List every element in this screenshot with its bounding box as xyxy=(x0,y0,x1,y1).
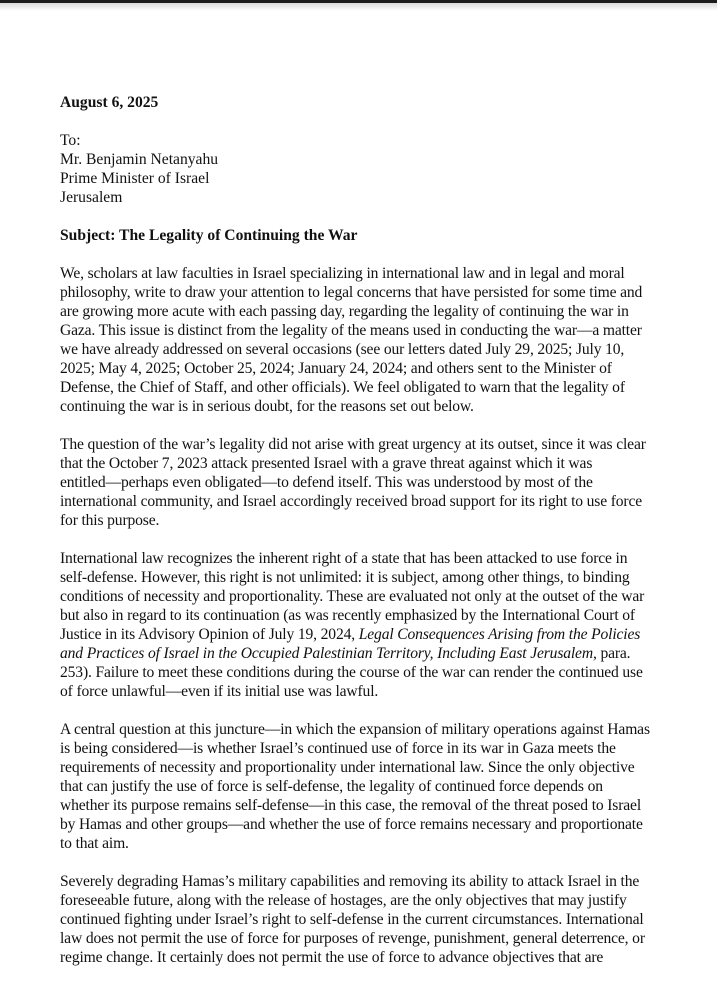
paragraph-3 xyxy=(60,549,680,701)
text-line: continuing the war is in serious doubt, for the reasons set out below. xyxy=(60,398,474,415)
text-line: The question of the war’s legality did not arise with great urgency at its outset, since it was clear xyxy=(60,436,646,453)
recipient-location: Jerusalem xyxy=(60,189,123,206)
text-line xyxy=(60,644,680,663)
text-line: Defense, the Chief of Staff, and other officials). We feel obligated to warn that the legality of xyxy=(60,379,625,396)
text-line: 253). Failure to meet these conditions during the course of the war can render the continued use xyxy=(60,664,643,681)
paragraph-5 xyxy=(60,872,680,967)
text-line: regime change. It certainly does not permit the use of force to advance objectives that are xyxy=(60,949,604,966)
paragraph-1 xyxy=(60,264,680,416)
text-line: requirements of necessity and proportionality under international law. Since the only objective xyxy=(60,759,635,776)
citation-prefix: Justice in its Advisory Opinion of July 19, 2024, xyxy=(60,626,359,643)
text-line: We, scholars at law faculties in Israel specializing in international law and in legal and moral xyxy=(60,265,625,282)
recipient-name: Mr. Benjamin Netanyahu xyxy=(60,151,219,168)
text-line: Severely degrading Hamas’s military capabilities and removing its ability to attack Israel in the xyxy=(60,873,640,890)
text-line: philosophy, write to draw your attention to legal concerns that have persisted for some time and xyxy=(60,284,643,301)
text-line: 2025; May 4, 2025; October 25, 2024; January 24, 2024; and others sent to the Minister of xyxy=(60,360,612,377)
text-line: self-defense. However, this right is not unlimited: it is subject, among other things, to binding xyxy=(60,569,630,586)
to-label: To: xyxy=(60,132,81,149)
text-line: A central question at this juncture—in which the expansion of military operations against Hamas xyxy=(60,721,650,738)
text-line: law does not permit the use of force for purposes of revenge, punishment, general deterrence, or xyxy=(60,930,645,947)
text-line: Gaza. This issue is distinct from the legality of the means used in conducting the war—a matter xyxy=(60,322,642,339)
text-line: International law recognizes the inherent right of a state that has been attacked to use force in xyxy=(60,550,628,567)
recipient-block xyxy=(60,131,680,207)
case-title-italic: and Practices of Israel in the Occupied Palestinian Territory, Including East Jerusalem xyxy=(60,645,593,662)
text-line: of force unlawful—even if its initial use was lawful. xyxy=(60,683,379,700)
text-line: whether its purpose remains self-defense—in this case, the removal of the threat posed to Israel xyxy=(60,797,641,814)
text-line xyxy=(60,625,680,644)
subject-line: Subject: The Legality of Continuing the War xyxy=(60,227,358,244)
paragraph-4 xyxy=(60,720,680,853)
text-line: are growing more acute with each passing day, regarding the legality of continuing the war in xyxy=(60,303,629,320)
case-title-italic: Legal Consequences Arising from the Policies xyxy=(358,626,641,643)
text-line: is being considered—is whether Israel’s continued use of force in its war in Gaza meets the xyxy=(60,740,616,757)
text-line: we have already addressed on several occasions (see our letters dated July 29, 2025; July 10, xyxy=(60,341,625,358)
text-line: for this purpose. xyxy=(60,512,160,529)
text-line: that the October 7, 2023 attack presented Israel with a grave threat against which it was xyxy=(60,455,593,472)
text-line: international community, and Israel accordingly received broad support for its right to use force xyxy=(60,493,643,510)
top-edge-shadow xyxy=(0,3,717,11)
text-line: by Hamas and other groups—and whether the use of force remains necessary and proportionate xyxy=(60,816,643,833)
text-line: that can justify the use of force is self-defense, the legality of continued force depends on xyxy=(60,778,603,795)
letter-page xyxy=(60,93,680,986)
text-line: entitled—perhaps even obligated—to defend itself. This was understood by most of the xyxy=(60,474,593,491)
text-line: but also in regard to its continuation (as was recently emphasized by the International Court of xyxy=(60,607,635,624)
text-line: to that aim. xyxy=(60,835,129,852)
citation-suffix: , para. xyxy=(592,645,631,662)
text-line: conditions of necessity and proportionality. These are evaluated not only at the outset of the war xyxy=(60,588,645,605)
text-line: foreseeable future, along with the release of hostages, are the only objectives that may justify xyxy=(60,892,627,909)
paragraph-2 xyxy=(60,435,680,530)
text-line: continued fighting under Israel’s right to self-defense in the current circumstances. International xyxy=(60,911,644,928)
letter-date: August 6, 2025 xyxy=(60,94,159,111)
recipient-title: Prime Minister of Israel xyxy=(60,170,210,187)
